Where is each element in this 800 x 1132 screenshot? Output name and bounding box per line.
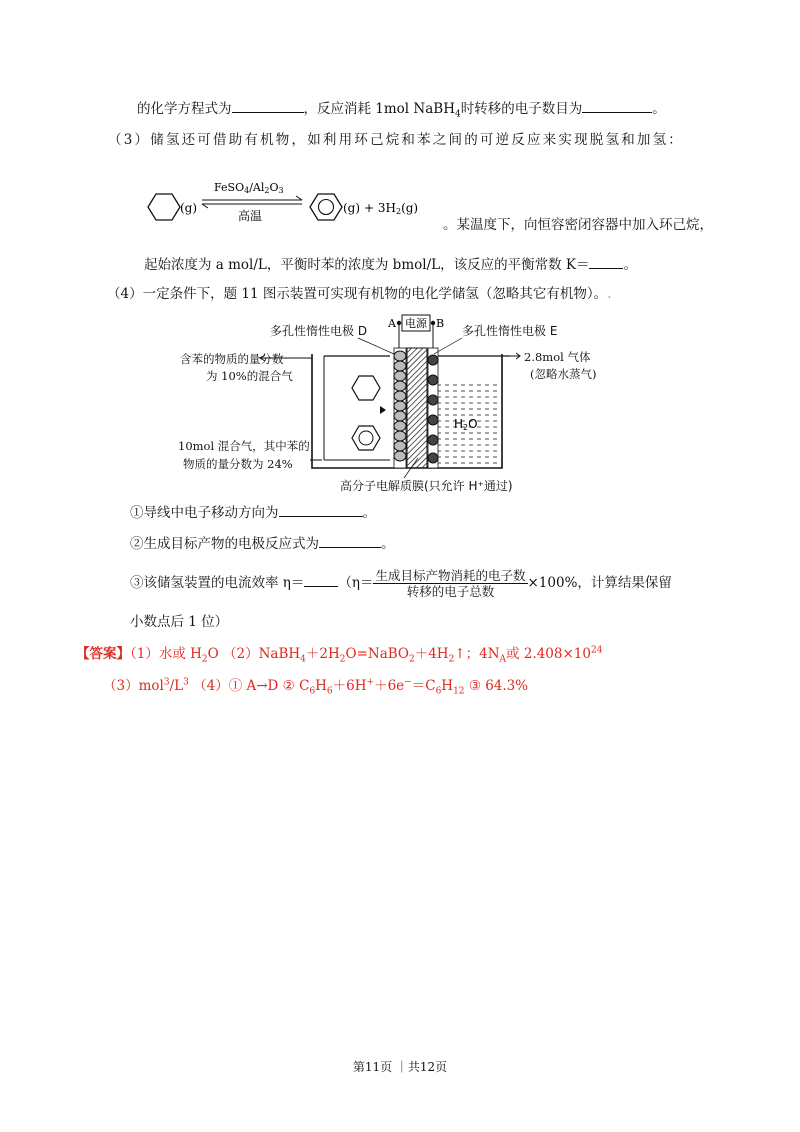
electrode-d <box>394 348 406 468</box>
text-segment: （η＝ <box>338 575 374 591</box>
sub-question-2 <box>130 533 395 554</box>
text-segment: 。 <box>362 505 376 521</box>
state-label: (g) <box>343 201 361 215</box>
reverse-arrowhead <box>202 204 208 208</box>
left-bottom-label-2: 物质的量分数为 24% <box>183 457 293 471</box>
question-text: （4）一定条件下，题 11 图示装置可实现有机物的电化学储氢（忽略其它有机物）。 <box>107 286 608 302</box>
answer-line-2 <box>103 676 528 696</box>
answer-blank <box>232 98 304 113</box>
text-segment: 或 2.408×10 <box>506 646 591 662</box>
text-segment: ＋2H <box>305 646 340 662</box>
cyclohexane-molecule <box>352 376 380 400</box>
question-text: （3）储氢还可借助有机物，如利用环己烷和苯之间的可逆反应来实现脱氢和加氢： <box>108 132 684 148</box>
label-b: B <box>436 317 445 330</box>
subscript: 2 <box>448 654 455 665</box>
page-footer: 第11页 ｜共12页 <box>352 1060 448 1074</box>
condition-label: 高温 <box>238 209 263 223</box>
text-segment: （3）mol <box>103 678 164 694</box>
text-segment: H <box>315 678 327 694</box>
text-segment: 的化学方程式为 <box>137 101 232 117</box>
text-segment: 。 <box>652 101 666 117</box>
question-4 <box>107 284 611 304</box>
text-line <box>144 254 637 275</box>
reaction-svg <box>140 180 440 228</box>
right-top-label-1: 2.8mol 气体 <box>524 350 591 364</box>
electrode-e <box>428 348 438 468</box>
text-segment: ＝C <box>411 678 436 694</box>
power-label: 电源 <box>405 317 427 330</box>
subscript: 2 <box>339 654 346 665</box>
text-line <box>130 612 228 632</box>
text-segment: ＋6e <box>374 678 405 694</box>
text-segment: 。某温度下，向恒容密闭容器中加入环己烷， <box>443 217 713 233</box>
text-segment: 。 <box>623 257 637 273</box>
reaction-equation <box>140 180 440 228</box>
subscript: 6 <box>309 686 316 697</box>
text-line-equation <box>137 98 666 119</box>
cyclohexane-ring <box>148 194 180 220</box>
pointer-e <box>434 338 462 354</box>
fraction-numerator: 生成目标产物消耗的电子数 <box>375 568 526 583</box>
label-a: A <box>388 317 396 330</box>
left-top-label-1: 含苯的物质的量分数 <box>180 352 284 366</box>
forward-arrowhead <box>296 196 302 200</box>
text-segment: O=NaBO <box>345 646 409 662</box>
superscript: 3 <box>183 677 189 688</box>
subscript: 12 <box>453 686 465 697</box>
text-segment: H <box>441 678 454 694</box>
flow-arrowhead <box>380 406 386 414</box>
subscript: 2 <box>408 654 415 665</box>
text-segment: ③ 64.3% <box>464 678 529 694</box>
answer-blank <box>582 98 652 113</box>
hydrogen-term: + 3H2(g) <box>364 201 419 216</box>
text-segment: （1）水或 H <box>130 646 202 662</box>
text-line <box>443 215 713 235</box>
state-label: (g) <box>180 201 198 215</box>
membrane <box>407 348 427 468</box>
answer-blank <box>304 572 338 587</box>
text-segment: 。 <box>381 536 395 552</box>
text-segment: O （2）NaBH <box>207 646 301 662</box>
text-segment: 时转移的电子数目为 <box>460 101 583 117</box>
benzene-inner-circle <box>319 200 334 215</box>
water-label: H2O <box>454 417 478 432</box>
fraction-denominator: 转移的电子总数 <box>406 584 495 599</box>
answer-blank <box>589 254 623 269</box>
superscript: − <box>404 677 412 688</box>
marker-dot: . <box>607 286 612 302</box>
electrode-d-label: 多孔性惰性电极 D <box>270 324 368 338</box>
text-segment: ×100%，计算结果保留 <box>527 575 672 591</box>
superscript: 3 <box>163 677 170 688</box>
text-segment: ②生成目标产物的电极反应式为 <box>130 536 319 552</box>
catalyst-label: FeSO4/Al2O3 <box>214 181 284 195</box>
subscript: 6 <box>435 686 442 697</box>
right-top-label-2: (忽略水蒸气) <box>530 367 597 381</box>
benzene-molecule <box>352 426 380 450</box>
superscript: + <box>366 677 375 688</box>
answer-blank <box>279 502 363 517</box>
answer-label: 【答案】 <box>76 646 130 662</box>
sub-question-3 <box>130 566 672 600</box>
subscript: 4 <box>300 654 306 665</box>
text-segment: ③该储氢装置的电流效率 η＝ <box>130 575 305 591</box>
benzene-ring <box>310 194 342 220</box>
sub-question-1 <box>130 502 376 523</box>
text-segment: 起始浓度为 a mol/L，平衡时苯的浓度为 bmol/L，该反应的平衡常数 K＝ <box>144 257 590 273</box>
subscript: A <box>499 654 507 665</box>
left-top-label-2: 为 10%的混合气 <box>206 369 293 383</box>
electrode-e-label: 多孔性惰性电极 E <box>462 324 558 338</box>
question-3 <box>108 130 684 150</box>
subscript: 6 <box>326 686 333 697</box>
text-segment: 小数点后 1 位） <box>130 614 229 630</box>
subscript: 2 <box>201 654 208 665</box>
text-segment: ＋6H <box>332 678 367 694</box>
membrane-label: 高分子电解质膜(只允许 H⁺通过) <box>340 479 513 493</box>
text-segment: ①导线中电子移动方向为 <box>130 505 279 521</box>
answer-line-1 <box>76 644 602 664</box>
text-segment: ＋4H <box>414 646 449 662</box>
efficiency-fraction <box>373 568 527 599</box>
left-bottom-label-1: 10mol 混合气，其中苯的 <box>178 439 310 453</box>
text-segment: /L <box>169 678 184 694</box>
subscript: 4 <box>454 109 461 120</box>
text-segment: （4）① A→D ② C <box>188 678 310 694</box>
superscript: 24 <box>590 645 603 656</box>
text-segment: ，反应消耗 1mol NaBH <box>303 101 455 117</box>
text-segment: ↑；4N <box>454 646 500 662</box>
answer-blank <box>319 533 381 548</box>
